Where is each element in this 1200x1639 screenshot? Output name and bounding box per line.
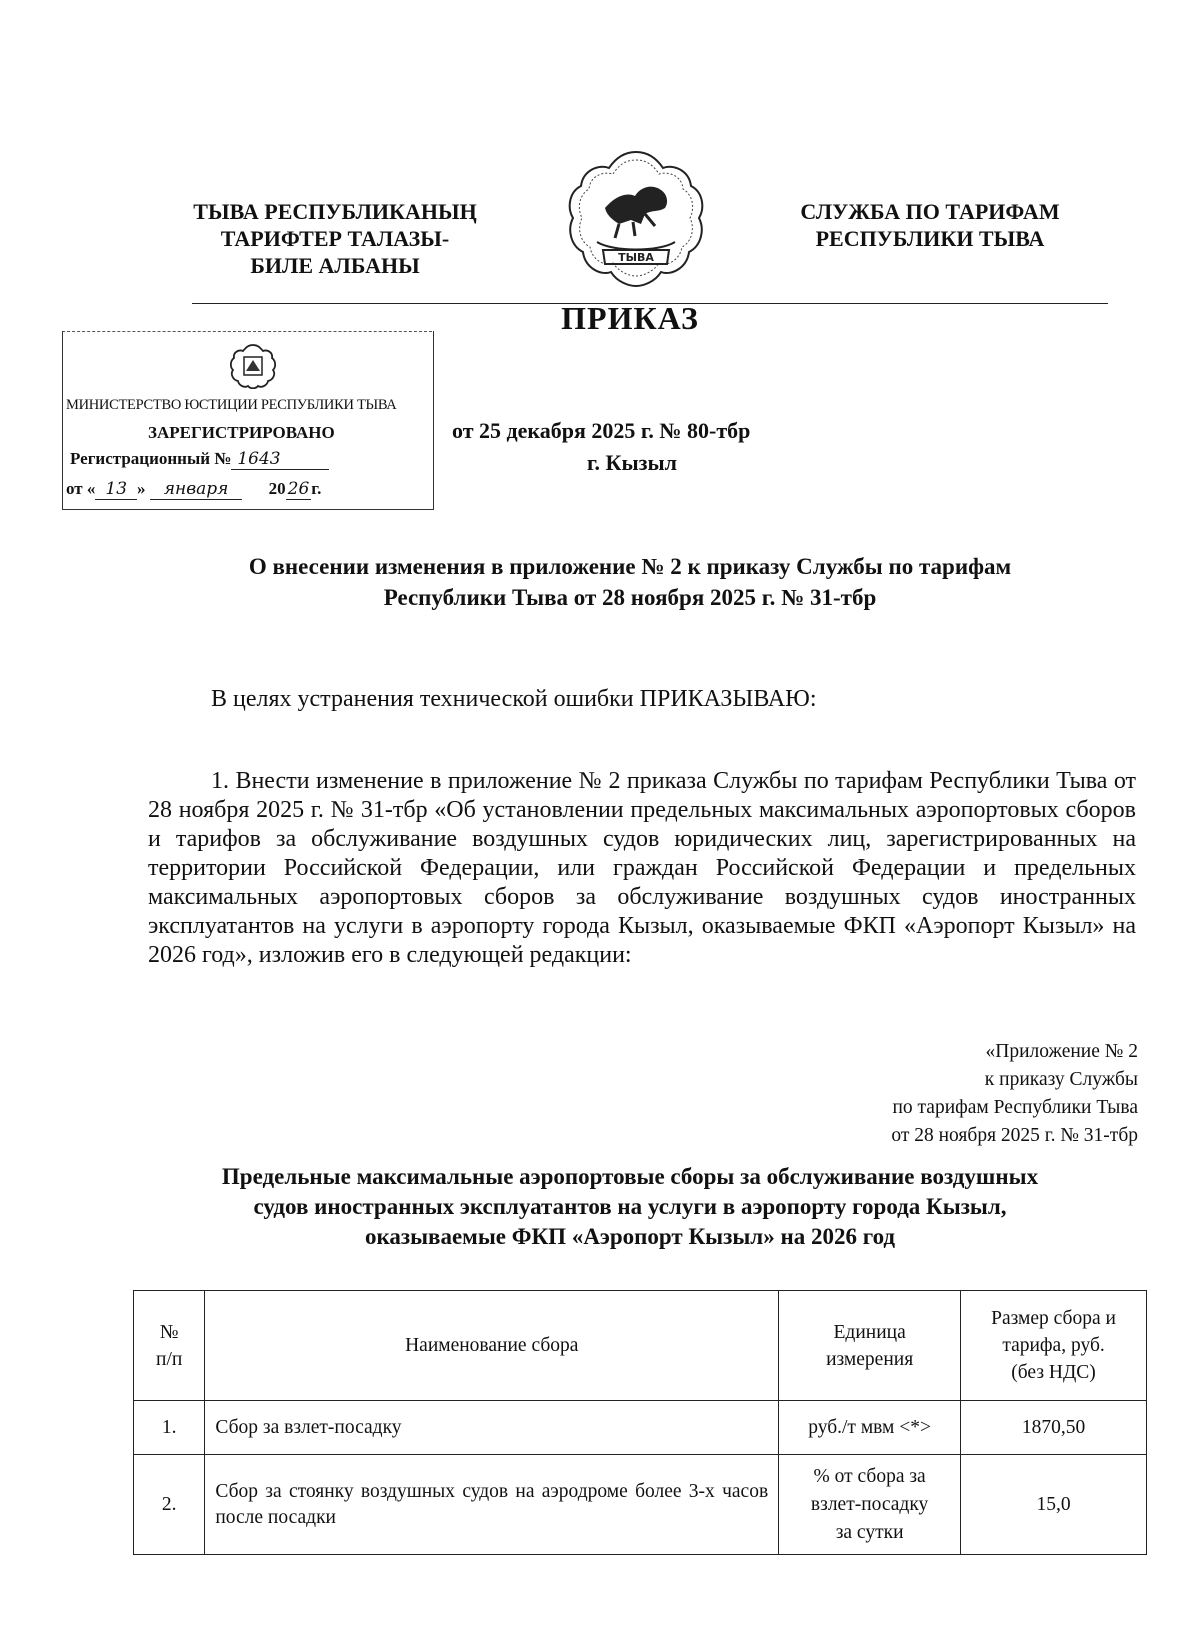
doc-type-title: ПРИКАЗ [561,300,699,336]
table-row [134,1401,1147,1455]
order-subject [130,551,1130,613]
header-left-line: БИЛЕ АЛБАНЫ [250,253,420,278]
row-unit: руб./т мвм <*> [779,1401,961,1455]
stamp-date-mid: » [137,479,146,498]
appendix-line: от 28 ноября 2025 г. № 31-тбр [891,1125,1138,1146]
subject-line: Республики Тыва от 28 ноября 2025 г. № 31-тбр [383,585,877,610]
order-city: г. Кызыл [587,450,677,475]
stamp-date-month: января [150,479,243,500]
row-size: 1870,50 [961,1401,1147,1455]
table-row [134,1455,1147,1555]
header-size: Размер сбора и тарифа, руб. (без НДС) [961,1291,1147,1401]
stamp-date-year: 26 [287,479,310,499]
header-num: № п/п [134,1291,205,1401]
row-size: 15,0 [961,1455,1147,1555]
appendix-heading [760,1038,1138,1150]
table-title-line: оказываемые ФКП «Аэропорт Кызыл» на 2026 год [364,1224,896,1249]
ministry-emblem-icon [230,343,276,389]
tuva-coat-of-arms-icon [563,146,709,292]
fees-table [133,1290,1147,1555]
header-right-line: СЛУЖБА ПО ТАРИФАМ [800,199,1060,224]
subject-line: О внесении изменения в приложение № 2 к приказу Службы по тарифам [248,554,1012,579]
header-left-line: ТАРИФТЕР ТАЛАЗЫ- [220,226,450,251]
stamp-date-end: г. [311,479,322,498]
header-left-line: ТЫВА РЕСПУБЛИКАНЫҢ [193,199,477,224]
table-title [130,1162,1130,1252]
stamp-date-prefix: от « [66,479,96,498]
stamp-ministry: МИНИСТЕРСТВО ЮСТИЦИИ РЕСПУБЛИКИ ТЫВА [66,397,397,413]
row-name: Сбор за стоянку воздушных судов на аэродроме более 3-х часов после посадки [205,1455,779,1555]
row-num: 2. [134,1455,205,1555]
row-name: Сбор за взлет-посадку [205,1401,779,1455]
order-date-number: от 25 декабря 2025 г. № 80-тбр [452,418,751,443]
header-unit: Единица измерения [779,1291,961,1401]
header-russian-name [770,198,1090,252]
table-header-row [134,1291,1147,1401]
emblem-text: ТЫВА [618,251,654,264]
header-tuvan-name [150,198,520,279]
intro-paragraph: В целях устранения технической ошибки ПРИКАЗЫВАЮ: [211,686,817,712]
header-right-line: РЕСПУБЛИКИ ТЫВА [815,226,1045,251]
row-num: 1. [134,1401,205,1455]
item-1-paragraph: 1. Внести изменение в приложение № 2 приказа Службы по тарифам Республики Тыва от 28 ноября 2025 г. № 31-тбр «Об установлении предельных максимальных аэропортовых сборов и тарифов за обслуживание воздушных судов юридических лиц, зарегистрированных на территории Российской Федерации, или граждан Российской Федерации и предельных максимальных аэропортовых сборов за обслуживание воздушных судов иностранных эксплуатантов на услуги в аэропорту города Кызыл, оказываемые ФКП «Аэропорт Кызыл» на 2026 год», изложив его в следующей редакции: [148,768,1136,968]
appendix-line: «Приложение № 2 [985,1041,1138,1062]
table-title-line: Предельные максимальные аэропортовые сборы за обслуживание воздушных [221,1164,1039,1189]
header-name: Наименование сбора [205,1291,779,1401]
appendix-line: по тарифам Республики Тыва [892,1097,1138,1118]
stamp-date-year-prefix: 20 [268,479,286,498]
stamp-date [66,479,321,499]
table-title-line: судов иностранных эксплуатантов на услуги в аэропорту города Кызыл, [253,1194,1007,1219]
stamp-status: ЗАРЕГИСТРИРОВАНО [148,423,335,442]
stamp-date-day: 13 [95,479,137,500]
stamp-reg-label: Регистрационный № [70,449,232,468]
appendix-line: к приказу Службы [984,1069,1138,1090]
stamp-reg-number [70,449,329,469]
stamp-reg-value: 1643 [231,449,328,470]
row-unit: % от сбора за взлет-посадку за сутки [779,1455,961,1555]
